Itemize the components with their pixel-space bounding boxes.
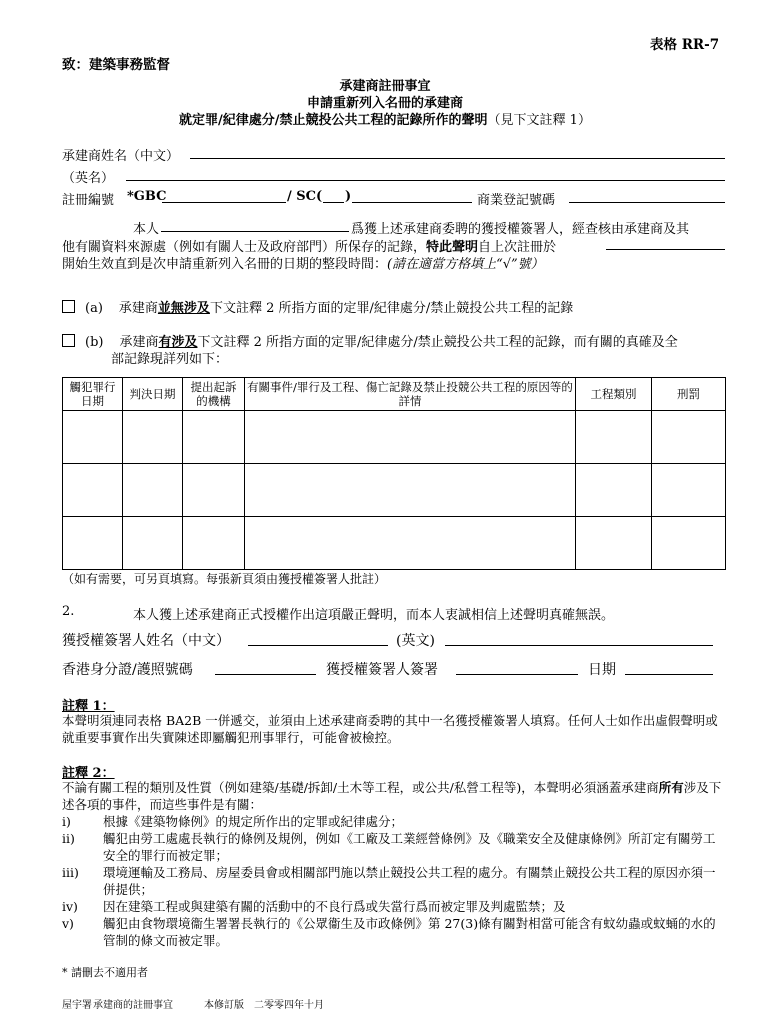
title-line1: 承建商註冊事宜 (339, 79, 431, 94)
list-item-text: 觸犯由食物環境衞生署署長執行的《公眾衞生及市政條例》第 27(3)條有關對相當可能含有蚊幼蟲或蚊蛹的水的管制的條文而被定罪。 (103, 916, 716, 948)
signatory-en-label: (英文) (396, 633, 435, 649)
list-item (62, 915, 726, 949)
option-b-label: (b) (85, 335, 104, 350)
br-no-label: 商業登記號碼 (477, 193, 556, 208)
declaration-line1: 爲獲上述承建商委聘的獲授權簽署人，經查核由承建商及其 (351, 222, 690, 237)
table-cell[interactable] (245, 517, 576, 570)
reg-no-label: 註冊編號 (62, 193, 115, 208)
form-code: 表格 RR-7 (650, 37, 720, 53)
note1-text: 本聲明須連同表格 BA2B 一併遞交，並須由上述承建商委聘的其中一名獲授權簽署人填寫。任何人士如作出虛假聲明或就重要事實作出失實陳述即屬觸犯刑事罪行，可能會被檢控。 (62, 713, 718, 745)
note2-intro-emphasis: 所有 (658, 780, 684, 795)
footer-subject: 承建商的註冊事宜 (93, 1000, 173, 1011)
list-item (62, 898, 726, 915)
col-work-type: 工程類別 (576, 378, 652, 411)
list-item-text: 環境運輸及工務局、房屋委員會或相關部門施以禁止競投公共工程的處分。有關禁止競投公共工程的原因亦須一併提供； (103, 865, 716, 897)
col-details: 有關事件/罪行及工程、傷亡記錄及禁止投競公共工程的原因等的詳情 (245, 378, 576, 411)
col-penalty: 刑罰 (652, 378, 726, 411)
list-item (62, 813, 726, 830)
col-judgement-date: 判決日期 (123, 378, 183, 411)
list-item-number: v) (62, 916, 74, 931)
declaration-line3-text: 開始生效直到是次申請重新列入名冊的日期的整段時間： (62, 257, 388, 272)
option-a-label: (a) (85, 301, 103, 316)
table-cell[interactable] (245, 411, 576, 464)
declaration-line2-text: 他有關資料來源處（例如有關人士及政府部門）所保存的記錄， (62, 240, 427, 255)
option-a-checkbox[interactable] (62, 300, 75, 313)
signatory-cn-label: 獲授權簽署人姓名（中文） (62, 633, 230, 649)
declaration-line3 (62, 253, 544, 272)
gbc-label: *GBC (127, 189, 167, 204)
table-cell[interactable] (576, 411, 652, 464)
signatory-en-field[interactable] (445, 645, 713, 646)
option-b-pre: 承建商 (119, 335, 159, 350)
table-cell[interactable] (123, 517, 183, 570)
date-label: 日期 (588, 662, 616, 678)
list-item (62, 830, 726, 864)
signature-field[interactable] (456, 674, 578, 675)
list-item-text: 觸犯由勞工處處長執行的條例及規例，例如《工廠及工業經營條例》及《職業安全及健康條例》所訂定有關勞工安全的罪行而被定罪； (103, 831, 716, 863)
table-cell[interactable] (245, 464, 576, 517)
tick-instruction: (請在適當方格填上“√”號） (387, 257, 544, 272)
date-field[interactable] (625, 674, 713, 675)
table-row (63, 411, 726, 464)
note2-intro-post: 涉及下述各項的事件，而這些事件是有關： (62, 780, 722, 812)
table-header-row (63, 378, 726, 411)
list-item-number: iii) (62, 865, 79, 880)
table-cell[interactable] (576, 464, 652, 517)
section2-text: 本人獲上述承建商正式授權作出這項嚴正聲明，而本人衷誠相信上述聲明真確無誤。 (133, 608, 615, 623)
col-offence-date: 觸犯罪行日期 (63, 378, 123, 411)
table-row (63, 517, 726, 570)
sc-close: ) (345, 189, 352, 204)
title-line3-main: 就定罪/紀律處分/禁止競投公共工程的記錄所作的聲明 (179, 113, 488, 128)
option-a-text: 下文註釋 2 所指方面的定罪/紀律處分/禁止競投公共工程的記錄 (209, 301, 574, 316)
declaration-line2-end: 自上次註冊於 (478, 240, 557, 255)
option-b-checkbox[interactable] (62, 334, 75, 347)
option-b-line2: 部記錄現詳列如下： (111, 352, 229, 367)
list-item-number: ii) (62, 831, 75, 846)
note2-intro-pre: 不論有關工程的類別及性質（例如建築/基礎/拆卸/土木等工程，或公共/私營工程等)，本聲明必須涵蓋承建商 (62, 780, 659, 795)
list-item-text: 因在建築工程或與建築有關的活動中的不良行爲或失當行爲而被定罪及判處監禁；及 (103, 899, 566, 914)
option-b-text: 下文註釋 2 所指方面的定罪/紀律處分/禁止競投公共工程的記錄，而有關的真確及全 (197, 335, 678, 350)
signatory-cn-field[interactable] (248, 645, 388, 646)
footer-revision: 本修訂版 二零零四年十月 (204, 1000, 324, 1011)
option-a-emphasis: 並無涉及 (157, 301, 210, 316)
table-cell[interactable] (63, 517, 123, 570)
records-table (62, 377, 726, 570)
footer-dept: 屋宇署 (62, 1000, 92, 1011)
note2-body (62, 779, 726, 949)
list-item (62, 864, 726, 898)
table-cell[interactable] (183, 411, 245, 464)
list-item-number: iv) (62, 899, 78, 914)
declaration-emphasis: 特此聲明 (426, 240, 479, 255)
declaration-i: 本人 (133, 222, 160, 237)
note1-heading: 註釋 1： (62, 699, 115, 714)
name-chinese-field[interactable] (190, 158, 725, 159)
table-row (63, 464, 726, 517)
br-no-field[interactable] (569, 202, 725, 203)
title-line2: 申請重新列入名冊的承建商 (306, 96, 463, 111)
table-cell[interactable] (652, 517, 726, 570)
sc-label: / SC( (287, 189, 323, 204)
hkid-label: 香港身分證/護照號碼 (62, 662, 193, 678)
name-english-label: （英名） (62, 171, 115, 186)
table-cell[interactable] (123, 411, 183, 464)
addressee: 致：建築事務監督 (62, 57, 170, 73)
note2-heading: 註釋 2： (62, 766, 115, 781)
list-item-text: 根據《建築物條例》的規定所作出的定罪或紀律處分； (103, 814, 404, 829)
table-cell[interactable] (63, 411, 123, 464)
last-registration-date-field[interactable] (606, 249, 725, 250)
table-cell[interactable] (183, 517, 245, 570)
table-cell[interactable] (652, 464, 726, 517)
signature-label: 獲授權簽署人簽署 (326, 662, 438, 678)
table-cell[interactable] (576, 517, 652, 570)
table-cell[interactable] (652, 411, 726, 464)
table-note: （如有需要，可另頁填寫。每張新頁須由獲授權簽署人批註） (62, 572, 387, 586)
title-line3 (0, 109, 770, 128)
footnote: * 請刪去不適用者 (62, 966, 148, 979)
declarant-name-field[interactable] (161, 231, 349, 232)
name-chinese-label: 承建商姓名（中文） (62, 149, 180, 164)
title-line3-note: （見下文註釋 1） (487, 113, 591, 128)
note2-intro (62, 779, 726, 813)
name-english-field[interactable] (126, 180, 725, 181)
table-cell[interactable] (63, 464, 123, 517)
col-prosecuting-body: 提出起訴的機構 (183, 378, 245, 411)
option-b-emphasis: 有涉及 (158, 335, 198, 350)
list-item-number: i) (62, 814, 71, 829)
option-a-pre: 承建商 (118, 301, 158, 316)
option-a (62, 297, 573, 316)
section2-number: 2. (62, 604, 75, 619)
hkid-field[interactable] (215, 674, 316, 675)
table-cell[interactable] (123, 464, 183, 517)
table-cell[interactable] (183, 464, 245, 517)
